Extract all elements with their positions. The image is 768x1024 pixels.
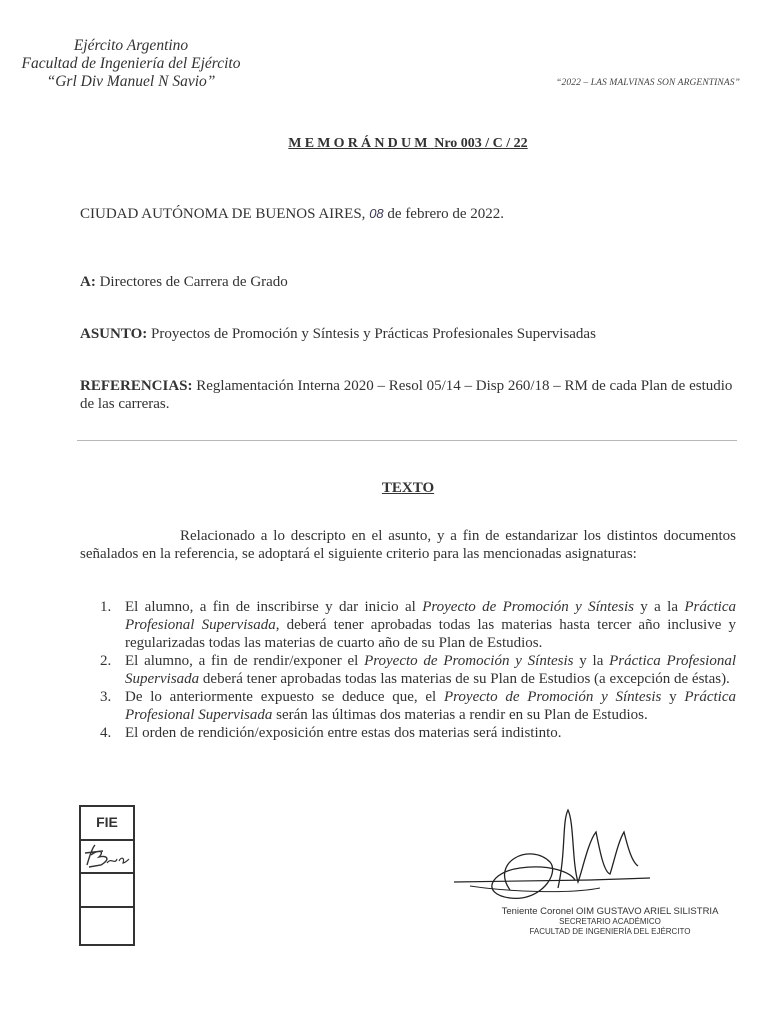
body-heading: TEXTO <box>381 480 435 496</box>
faculty-name: Facultad de Ingeniería del Ejército <box>21 55 241 72</box>
recipient-line <box>80 273 736 291</box>
item-text: y a la <box>633 599 685 615</box>
stamp-header-cell <box>81 807 133 841</box>
recipient-label: A: <box>80 274 96 290</box>
item-text: deberá tener aprobadas todas las materias de su Plan de Estudios (a excepción de éstas). <box>199 671 730 687</box>
item-emphasis: Proyecto de Promoción y Síntesis <box>422 599 634 615</box>
routing-stamp <box>79 805 135 946</box>
list-item <box>80 688 736 724</box>
city-date-prefix: CIUDAD AUTÓNOMA DE BUENOS AIRES, <box>80 206 366 222</box>
item-emphasis: Proyecto de Promoción y Síntesis <box>364 653 574 669</box>
stamp-initials-cell <box>81 841 133 875</box>
item-emphasis: Proyecto de Promoción y Síntesis <box>443 689 662 705</box>
date-suffix: de febrero de 2022. <box>387 206 505 222</box>
year-motto: “2022 – LAS MALVINAS SON ARGENTINAS” <box>556 78 740 88</box>
stamp-empty-cell <box>81 908 133 942</box>
memo-title-word: MEMORÁNDUM <box>288 136 431 151</box>
item-emphasis: Práctica Profesional Supervisada <box>125 689 736 723</box>
stamp-label: FIE <box>96 814 118 830</box>
handwritten-signature <box>450 802 740 922</box>
subject-value: Proyectos de Promoción y Síntesis y Prácticas Profesionales Supervisadas <box>151 326 596 342</box>
stamp-empty-cell <box>81 874 133 908</box>
item-number: 3. <box>100 689 112 705</box>
item-number: 2. <box>100 653 112 669</box>
item-text: De lo anteriormente expuesto se deduce que, el <box>125 689 444 705</box>
item-text: serán las últimas dos materias a rendir en su Plan de Estudios. <box>272 707 648 723</box>
item-text: El alumno, a fin de inscribirse y dar inicio al <box>125 599 423 615</box>
handwritten-day: 08 <box>369 206 384 221</box>
list-item <box>80 652 736 688</box>
city-date-line <box>80 205 504 223</box>
signature-block <box>470 906 750 937</box>
criteria-list <box>80 598 736 742</box>
references-line <box>80 377 736 413</box>
intro-text: Relacionado a lo descripto en el asunto, y a fin de estandarizar los distintos documentos señalados en la referencia, se adoptará el siguiente criterio para las mencionadas asignaturas: <box>80 528 736 562</box>
memo-title <box>0 136 768 152</box>
signatory-unit: FACULTAD DE INGENIERÍA DEL EJÉRCITO <box>529 927 691 936</box>
item-text: El orden de rendición/exposición entre estas dos materias será indistinto. <box>125 725 562 741</box>
item-text: , deberá tener aprobadas todas las materias hasta tercer año inclusive y regularizadas todas las materias de cuarto año de su Plan de Estudios. <box>125 617 736 651</box>
item-text: y <box>661 689 685 705</box>
institution-name: Ejército Argentino <box>73 37 189 54</box>
item-number: 4. <box>100 725 112 741</box>
signatory-role: SECRETARIO ACADÉMICO <box>559 917 661 926</box>
recipient-value: Directores de Carrera de Grado <box>99 274 288 290</box>
faculty-namesake: “Grl Div Manuel N Savio” <box>46 73 216 90</box>
separator-rule <box>77 440 737 441</box>
subject-label: ASUNTO: <box>80 326 148 342</box>
list-item <box>80 598 736 652</box>
handwritten-initials <box>81 841 133 873</box>
list-item <box>80 724 736 742</box>
item-emphasis: Práctica Profesional Supervisada <box>125 653 737 687</box>
subject-line <box>80 325 736 343</box>
letterhead <box>0 37 262 91</box>
references-value: Reglamentación Interna 2020 – Resol 05/14 – Disp 260/18 – RM de cada Plan de estudio de las carreras. <box>80 378 733 412</box>
item-text: El alumno, a fin de rendir/exponer el <box>125 653 365 669</box>
memo-number: Nro 003 / C / 22 <box>434 136 528 151</box>
signatory-name: Teniente Coronel OIM GUSTAVO ARIEL SILISTRIA <box>501 906 719 917</box>
item-text: y la <box>573 653 610 669</box>
intro-paragraph <box>80 527 736 563</box>
item-number: 1. <box>100 599 112 615</box>
references-label: REFERENCIAS: <box>80 378 193 394</box>
item-emphasis: Práctica Profesional Supervisada <box>125 599 737 633</box>
